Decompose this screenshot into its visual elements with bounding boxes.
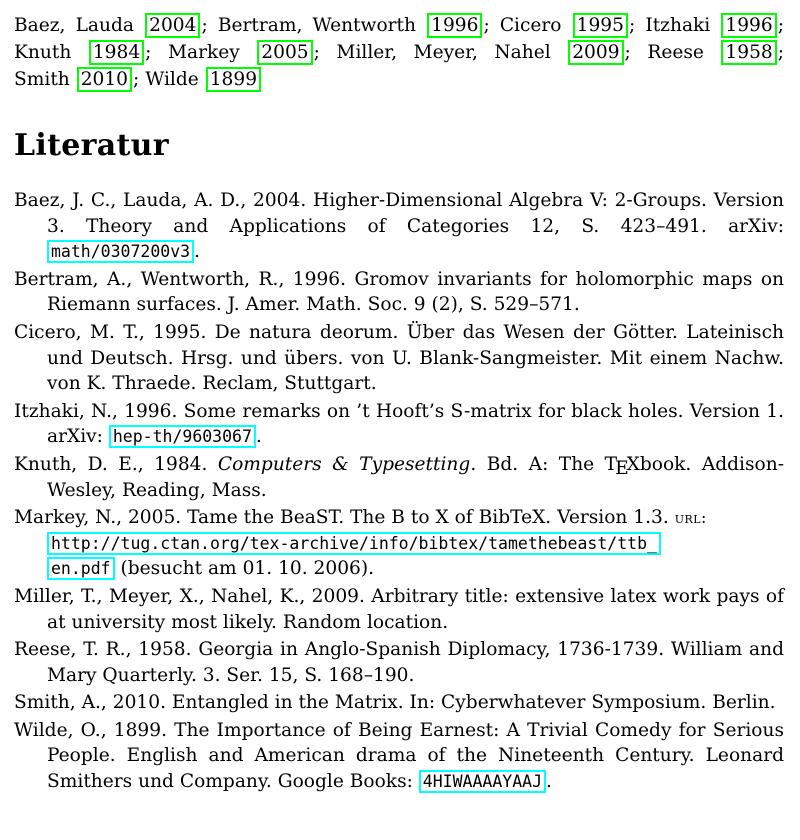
citation: 1996 ;	[720, 15, 784, 36]
citation: Miller, Meyer, Nahel 2009 ;	[336, 42, 631, 63]
arxiv-link[interactable]: hep-th/9603067	[109, 425, 256, 448]
section-heading: Literatur	[14, 128, 169, 163]
citation-link[interactable]: 2004	[145, 13, 200, 38]
citation-link[interactable]: 1984	[89, 40, 144, 65]
citation: Markey 2005 ;	[167, 42, 320, 63]
citation-link[interactable]: 1996	[427, 13, 482, 38]
bib-entry-itzhaki: Itzhaki, N., 1996. Some remarks on ’t Hooft’s S-matrix for black holes. Version 1. arXiv: hep-th/9603067 .	[14, 400, 784, 448]
citation-link[interactable]: 1958	[721, 40, 776, 65]
citation: Smith 2010 ;	[14, 69, 140, 90]
bib-entry-knuth: Knuth, D. E., 1984. Computers & Typesetting. Bd. A: The TEXbook. Addison-Wesley, Reading, Mass.	[14, 453, 784, 501]
citation-link[interactable]: 1995	[573, 13, 628, 38]
citation-link[interactable]: 2005	[257, 40, 312, 65]
bib-entry-markey: Markey, N., 2005. Tame the BeaST. The B to X of BibTeX. Version 1.3. url: http://tug.ctan.org/tex-archive/info/bibtex/tamethebeast/ttb_ en.pdf (besucht am 01. 10. 2006).	[14, 507, 707, 580]
citation-link[interactable]: 1899	[206, 67, 261, 92]
book-title: Computers & Typesetting	[217, 453, 471, 475]
citation: Wilde 1899	[145, 69, 262, 90]
arxiv-link[interactable]: math/0307200v3	[47, 240, 194, 263]
citation: Itzhaki	[645, 15, 711, 36]
tex-logo-e: E	[615, 457, 629, 479]
citation: Baez, Lauda 2004 ;	[14, 15, 208, 36]
bib-entry-reese: Reese, T. R., 1958. Georgia in Anglo-Spanish Diplomacy, 1736-1739. William and Mary Quarterly. 3. Ser. 15, S. 168–190.	[14, 639, 784, 686]
bib-entry-cicero: Cicero, M. T., 1995. De natura deorum. Über das Wesen der Götter. Lateinisch und Deutsch. Hrsg. und übers. von U. Blank-Sangmeister. Mit einem Nachw. von K. Thraede. Reclam, Stuttgart.	[14, 321, 784, 395]
citation: Cicero 1995 ;	[499, 15, 636, 36]
citation-link[interactable]: 2010	[77, 67, 132, 92]
url-link-continued[interactable]: en.pdf	[47, 557, 115, 580]
bib-entry-smith: Smith, A., 2010. Entangled in the Matrix. In: Cyberwhatever Symposium. Berlin.	[14, 692, 776, 714]
citation: Knuth 1984 ;	[14, 42, 152, 63]
citation-list	[14, 12, 784, 93]
bib-entry-bertram: Bertram, A., Wentworth, R., 1996. Gromov invariants for holomorphic maps on Riemann surfaces. J. Amer. Math. Soc. 9 (2), S. 529–571.	[14, 268, 784, 316]
url-label: url:	[674, 508, 707, 528]
bibliography	[14, 188, 784, 797]
citation-link[interactable]: 2009	[568, 40, 623, 65]
bib-entry-wilde: Wilde, O., 1899. The Importance of Being Earnest: A Trivial Comedy for Serious People. English and American drama of the Nineteenth Century. Leonard Smithers und Company. Google Books: 4HIWAAAAYAAJ .	[14, 719, 784, 793]
bib-entry-baez: Baez, J. C., Lauda, A. D., 2004. Higher-Dimensional Algebra V: 2-Groups. Version 3. Theory and Applications of Categories 12, S. 423–491. arXiv: math/0307200v3 .	[14, 190, 784, 263]
google-books-link[interactable]: 4HIWAAAAYAAJ	[419, 770, 546, 793]
citation-link[interactable]: 1996	[721, 13, 776, 38]
url-link[interactable]: http://tug.ctan.org/tex-archive/info/bibtex/tamethebeast/ttb_	[47, 532, 661, 555]
citation: Reese 1958 ;	[647, 42, 785, 63]
bib-entry-miller: Miller, T., Meyer, X., Nahel, K., 2009. Arbitrary title: extensive latex work pays of at university most likely. Random location.	[14, 585, 784, 633]
citation: Bertram, Wentworth 1996 ;	[217, 15, 490, 36]
